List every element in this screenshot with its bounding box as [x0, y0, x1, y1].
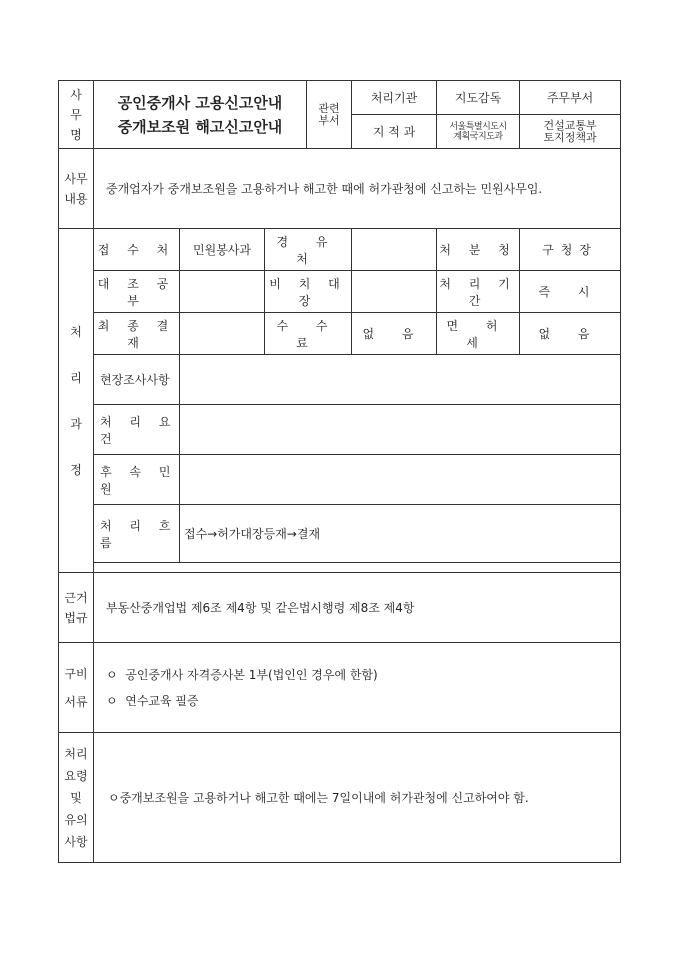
- handling-notes-text: ㅇ중개보조원을 고용하거나 해고한 때에는 7일이내에 허가관청에 신고하여야 함.: [94, 733, 621, 863]
- processing-period-label: 처 리 기 간: [437, 271, 520, 313]
- bullet-icon: ㅇ: [106, 667, 118, 682]
- handling-notes-label: 처리 요령 및 유의 사항: [59, 733, 94, 863]
- register-label: 비 치 대 장: [265, 271, 352, 313]
- final-approval-label: 최 종 결 재: [94, 313, 180, 355]
- form-table: [58, 80, 621, 863]
- fee-value: 없 음: [352, 313, 437, 355]
- duty-name-label: 사 무 명: [59, 81, 94, 149]
- ledger-label: 대 조 공 부: [94, 271, 180, 313]
- required-documents-label: 구비 서류: [59, 643, 94, 733]
- final-approval-value: [180, 313, 265, 355]
- license-tax-value: 없 음: [520, 313, 621, 355]
- supervision-value: 서울특별시도시 계획국지도과: [437, 115, 520, 149]
- processing-period-value: 즉 시: [520, 271, 621, 313]
- main-dept-header: 주무부서: [520, 81, 621, 115]
- process-section-label: 처 리 과 정: [59, 229, 94, 573]
- legal-basis-label: 근거 법규: [59, 573, 94, 643]
- follow-up-label: 후 속 민 원: [94, 455, 180, 505]
- requirements-label: 처 리 요 건: [94, 405, 180, 455]
- follow-up-value: [180, 455, 621, 505]
- processing-agency-value: 지 적 과: [352, 115, 437, 149]
- processing-agency-header: 처리기관: [352, 81, 437, 115]
- via-label: 경 유 처: [265, 229, 352, 271]
- main-dept-value: 건설교통부 토지정책과: [520, 115, 621, 149]
- title-line-2: 중개보조원 해고신고안내: [117, 117, 283, 136]
- list-item: ㅇ 연수교육 필증: [106, 693, 199, 708]
- requirements-value: [180, 405, 621, 455]
- process-flow-label: 처 리 흐 름: [94, 505, 180, 563]
- form-title: [94, 81, 307, 149]
- required-documents-list: [94, 643, 621, 733]
- ledger-value: [180, 271, 265, 313]
- title-line-1: 공인중개사 고용신고안내: [117, 93, 283, 112]
- civil-affairs-form: [58, 80, 620, 863]
- bullet-icon: ㅇ: [106, 693, 118, 708]
- license-tax-label: 면 허 세: [437, 313, 520, 355]
- supervision-header: 지도감독: [437, 81, 520, 115]
- disposal-agency-label: 처 분 청: [437, 229, 520, 271]
- fee-label: 수 수 료: [265, 313, 352, 355]
- process-flow-value: 접수→허가대장등재→결재: [180, 505, 621, 563]
- via-value: [352, 229, 437, 271]
- site-inspection-value: [180, 355, 621, 405]
- process-spacer: [94, 563, 621, 573]
- legal-basis-text: 부동산중개업법 제6조 제4항 및 같은법시행령 제8조 제4항: [94, 573, 621, 643]
- duty-content-label: 사무 내용: [59, 149, 94, 229]
- list-item: ㅇ 공인중개사 자격증사본 1부(법인인 경우에 한함): [106, 667, 378, 682]
- disposal-agency-value: 구청장: [520, 229, 621, 271]
- receipt-place-value: 민원봉사과: [180, 229, 265, 271]
- receipt-place-label: 접 수 처: [94, 229, 180, 271]
- site-inspection-label: 현장조사사항: [94, 355, 180, 405]
- related-dept-label: 관련 부서: [307, 81, 352, 149]
- register-value: [352, 271, 437, 313]
- duty-content-text: 중개업자가 중개보조원을 고용하거나 해고한 때에 허가관청에 신고하는 민원사무임.: [94, 149, 621, 229]
